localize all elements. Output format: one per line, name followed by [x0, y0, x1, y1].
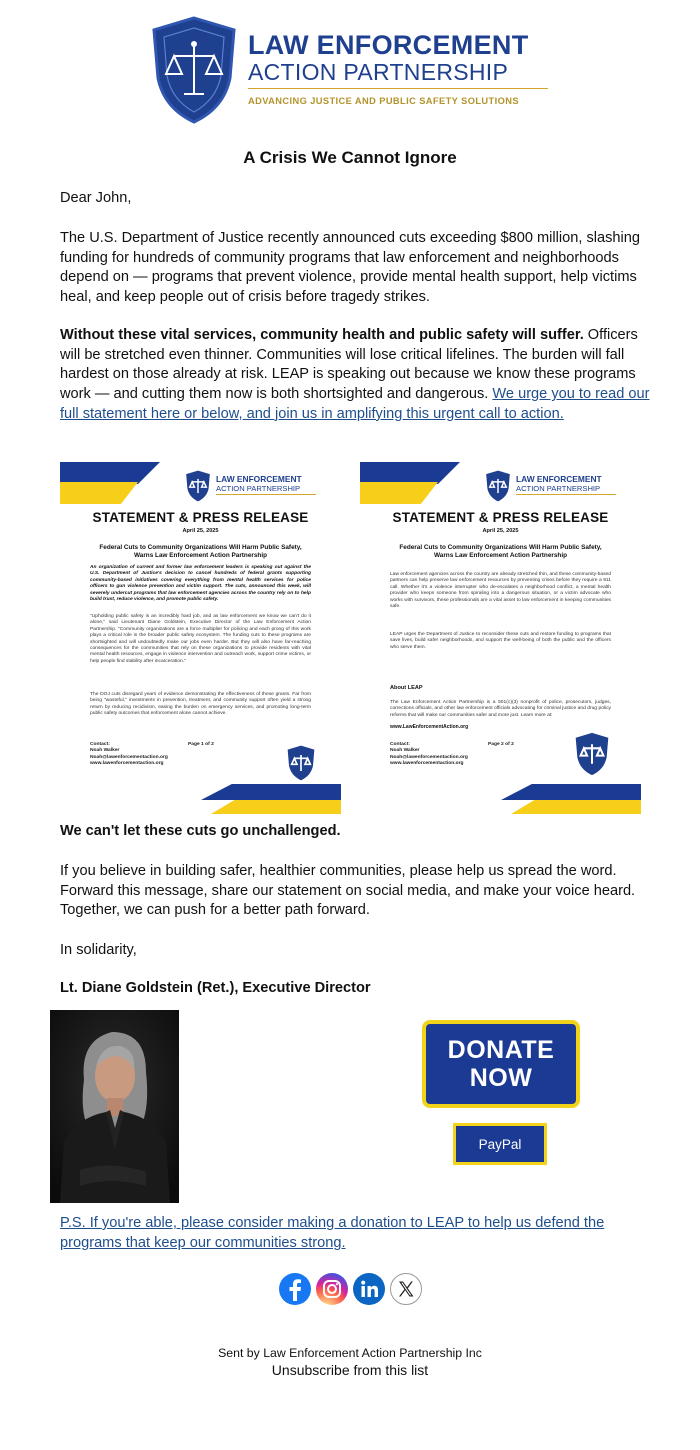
band-blue — [201, 784, 341, 800]
about-heading: About LEAP — [390, 685, 423, 691]
contact-label: Contact: — [90, 742, 110, 747]
doc-body: Law enforcement agencies across the country are already stretched thin, and these community-based partners can help preserve law enforcement resources by preventing crises before they require a 911 call. Whether it's a violence interrupter who de-escalates a neighborhood conflict, a mental health provider who keeps someone from spiraling into a dangerous situation, or a victim advocate who works with survivors, these professionals are a vital asset to law enforcement in keeping communities safe. — [390, 572, 611, 610]
doc-org-line2: ACTION PARTNERSHIP — [216, 484, 301, 493]
contact-email: Noah@lawenforcementaction.org — [90, 754, 168, 760]
contact-email: Noah@lawenforcementaction.org — [390, 754, 468, 760]
ps-donation-link[interactable]: P.S. If you're able, please consider making a donation to LEAP to help us defend the programs that keep our communities strong. — [60, 1215, 605, 1251]
doc-body: "Upholding public safety is an incredibly hard job, and as law enforcement we know we can't do it alone," said Lieutenant Diane Goldstein, Executive Director of the Law Enforcement Action Partnership. "Community organizations are a force multiplier for policing and each prong of this work plays a critical role in the broader public safety ecosystem. The funding cuts to these programs are shortsighted and will undoubtedly make our jobs even harder. But they will also have far-reaching consequences for the communities that rely on these organizations to provide residents with vital mental health resources, engage in violence intervention and outreach work, support crime victims, or help people find stability after incarceration." — [90, 614, 311, 664]
divider — [248, 88, 548, 89]
paragraph-call-to-action: If you believe in building safer, healthier communities, please help us spread the word. Forward this message, share our statement on social media, and make your voice heard. Together, we can push for a better path forward. — [60, 863, 636, 919]
press-release-page-2[interactable] — [360, 462, 641, 814]
donate-label-line2: NOW — [469, 1064, 533, 1092]
facebook-icon[interactable] — [279, 1273, 311, 1305]
closing: In solidarity, — [60, 942, 137, 958]
greeting: Dear John, — [60, 190, 132, 206]
badge-shield-icon — [485, 470, 511, 502]
band-blue — [360, 462, 460, 484]
doc-title: STATEMENT & PRESS RELEASE — [92, 510, 309, 525]
instagram-icon[interactable] — [316, 1273, 348, 1305]
doc-title: STATEMENT & PRESS RELEASE — [392, 510, 609, 525]
doc-subtitle: Federal Cuts to Community Organizations Will Harm Public Safety, Warns Law Enforcement Action Partnership — [99, 544, 302, 559]
band-blue — [60, 462, 160, 484]
badge-shield-icon — [286, 745, 316, 781]
doc-org-line2: ACTION PARTNERSHIP — [516, 484, 601, 493]
paragraph-services — [60, 326, 650, 425]
contact-label: Contact: — [390, 742, 410, 747]
about-site: www.LawEnforcementAction.org — [390, 724, 469, 730]
band-yellow — [60, 482, 138, 504]
doc-date: April 25, 2025 — [482, 528, 519, 534]
band-yellow — [511, 800, 641, 814]
page-number: Page 2 of 2 — [488, 742, 514, 747]
paragraph-intro: The U.S. Department of Justice recently announced cuts exceeding $800 million, slashing funding for hundreds of community programs that law enforcement and neighborhoods depend on — programs that prevent violence, provide mental health support, help victims heal, and keep people out of crisis before tragedy strikes. — [60, 230, 641, 306]
x-icon[interactable] — [390, 1273, 422, 1305]
doc-contact — [90, 742, 168, 768]
signature: Lt. Diane Goldstein (Ret.), Executive Director — [60, 980, 371, 996]
badge-shield-icon — [150, 16, 238, 124]
org-name-line1: LAW ENFORCEMENT — [248, 30, 529, 60]
headline: A Crisis We Cannot Ignore — [243, 148, 457, 167]
band-yellow — [360, 482, 438, 504]
press-release-page-1[interactable] — [60, 462, 341, 814]
paypal-button[interactable]: PayPal — [453, 1123, 547, 1165]
cant-let-heading: We can't let these cuts go unchallenged. — [60, 823, 341, 839]
doc-body: LEAP urges the Department of Justice to reconsider these cuts and restore funding to programs that save lives, build safer neighborhoods, and support the well-being of both the public and the officers who serve them. — [390, 632, 611, 650]
bold-statement: Without these vital services, community health and public safety will suffer. — [60, 327, 584, 343]
divider — [516, 494, 616, 495]
doc-date: April 25, 2025 — [182, 528, 219, 534]
about-text: The Law Enforcement Action Partnership is a 501(c)(3) nonprofit of police, prosecutors, judges, corrections officials, and other law enforcement officials advocating for criminal justice and drug policy reforms that will make our communities safer and more just. Learn more at: — [390, 700, 611, 718]
band-blue — [501, 784, 641, 800]
org-logo[interactable] — [150, 14, 560, 129]
donate-now-button[interactable] — [422, 1020, 580, 1108]
contact-name: Noah Walker — [90, 748, 120, 754]
sent-by: Sent by Law Enforcement Action Partnership Inc — [218, 1346, 482, 1360]
doc-subtitle: Federal Cuts to Community Organizations Will Harm Public Safety, Warns Law Enforcement Action Partnership — [399, 544, 602, 559]
donate-label-line1: DONATE — [447, 1036, 555, 1064]
org-tagline: ADVANCING JUSTICE AND PUBLIC SAFETY SOLUTIONS — [248, 96, 519, 106]
badge-shield-icon — [574, 732, 610, 776]
doc-contact — [390, 742, 468, 768]
doc-org-line1: LAW ENFORCEMENT — [516, 474, 602, 484]
portrait-image — [50, 1010, 179, 1203]
band-yellow — [211, 800, 341, 814]
badge-shield-icon — [185, 470, 211, 502]
contact-site: www.lawenforcementaction.org — [390, 761, 464, 767]
page-number: Page 1 of 2 — [188, 742, 214, 747]
contact-name: Noah Walker — [390, 748, 420, 754]
read-statement-link[interactable]: We urge you to read our full statement here or below, and join us in amplifying this urgent call to action. — [60, 386, 650, 422]
doc-org-line1: LAW ENFORCEMENT — [216, 474, 302, 484]
paragraph-text: Officers will be stretched even thinner. Communities will lose critical lifelines. The burden will fall hardest on those already at risk. LEAP is speaking out because we know these programs work — and cutting them now is both shortsighted and dangerous. — [60, 327, 638, 403]
contact-site: www.lawenforcementaction.org — [90, 761, 164, 767]
divider — [216, 494, 316, 495]
org-name-line2: ACTION PARTNERSHIP — [248, 59, 509, 85]
doc-lead: An organization of current and former law enforcement leaders is speaking out against the U.S. Department of Justice's decision to cancel hundreds of federal grants supporting community-based initiatives covering everything from mental health services for police officers to gun violence prevention and victim support. The cuts, announced this week, will severely undercut programs that law enforcement agencies across the country rely on to help build trust, reduce violence, and promote public safety. — [90, 565, 311, 603]
linkedin-icon[interactable] — [353, 1273, 385, 1305]
director-portrait — [50, 1010, 179, 1203]
unsubscribe-link[interactable]: Unsubscribe from this list — [271, 1362, 429, 1378]
doc-body: The DOJ cuts disregard years of evidence demonstrating the effectiveness of these grants. Far from being "wasteful," investments in prevention, treatment, and community support often yield a strong return by reducing recidivism, easing the burden on emergency services, and promoting long-term public safety outcomes that enforcement alone cannot achieve. — [90, 692, 311, 717]
